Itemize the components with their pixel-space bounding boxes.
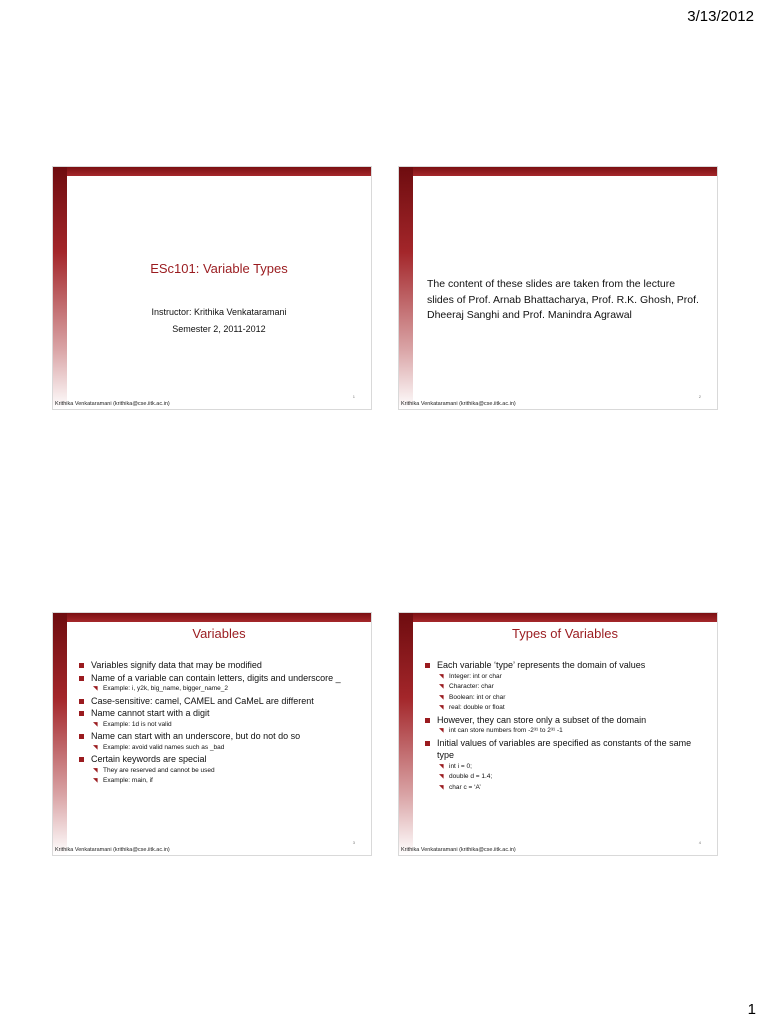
bullet-item [77, 659, 361, 672]
bullet-list [423, 659, 707, 793]
bullet-text: Name of a variable can contain letters, digits and underscore _ [91, 672, 341, 683]
slide-1 [52, 166, 372, 410]
slide-top-bar [67, 613, 371, 622]
sub-bullet-item: ◥ real: double or float [437, 703, 707, 714]
bullet-text: Variables signify data that may be modified [91, 660, 262, 670]
sub-bullet-item: ◥ Character: char [437, 682, 707, 693]
bullet-list [77, 659, 361, 787]
sub-bullet-item: ◥ double d = 1.4; [437, 772, 707, 783]
instructor-line: Instructor: Krithika Venkataramani [151, 307, 287, 317]
slide-number: 3 [352, 840, 355, 845]
bullet-text: Certain keywords are special [91, 754, 207, 764]
slide-number: 2 [698, 394, 701, 399]
bullet-text: Name can start with an underscore, but do not do so [91, 731, 301, 741]
bullet-item [423, 659, 707, 714]
slide-footer: Krithika Venkataramani (krithika@cse.iitk.ac.in) [401, 401, 516, 407]
bullet-item [423, 737, 707, 794]
sub-bullet-item: ◥ int i = 0; [437, 762, 707, 773]
sub-bullet-list [437, 762, 707, 794]
bullet-text: Initial values of variables are specified as constants of the same type [437, 737, 692, 760]
sub-bullet-item: ◥ char c = ‘A’ [437, 783, 707, 794]
sub-bullet-item: ◥ They are reserved and cannot be used [91, 766, 361, 777]
slide-heading: Types of Variables [512, 626, 618, 641]
slide-side-bar [53, 613, 67, 855]
sub-bullet-item: ◥ Example: i, y2k, big_name, bigger_name_2 [91, 684, 361, 695]
page-date: 3/13/2012 [687, 8, 754, 25]
sub-bullet-list [437, 726, 707, 737]
bullet-item [77, 707, 361, 730]
slide-footer: Krithika Venkataramani (krithika@cse.iitk.ac.in) [55, 401, 170, 407]
sub-bullet-item: ◥ Example: avoid valid names such as _bad [91, 743, 361, 754]
credit-text: The content of these slides are taken from the lecture slides of Prof. Arnab Bhattacharya, Prof. R.K. Ghosh, Prof. Dheeraj Sanghi and Prof. Manindra Agrawal [427, 278, 699, 321]
bullet-item [77, 730, 361, 753]
slide-top-bar [413, 167, 717, 176]
slide-footer: Krithika Venkataramani (krithika@cse.iitk.ac.in) [55, 847, 170, 853]
slide-title: ESc101: Variable Types [150, 261, 288, 276]
sub-bullet-list [91, 743, 361, 754]
sub-bullet-item: ◥ Example: 1d is not valid [91, 720, 361, 731]
slide-side-bar [53, 167, 67, 409]
sub-bullet-list [91, 684, 361, 695]
bullet-item [77, 672, 361, 695]
sub-bullet-item: ◥ Integer: int or char [437, 672, 707, 683]
slide-side-bar [399, 167, 413, 409]
sub-bullet-list [91, 720, 361, 731]
sub-bullet-item: ◥ Example: main, if [91, 776, 361, 787]
bullet-item [77, 695, 361, 708]
bullet-item [423, 714, 707, 737]
bullet-text: Case-sensitive: camel, CAMEL and CaMeL are different [91, 695, 314, 706]
bullet-text: Each variable ‘type’ represents the domain of values [437, 660, 646, 670]
slide-4 [398, 612, 718, 856]
bullet-text: However, they can store only a subset of the domain [437, 714, 647, 725]
slide-2 [398, 166, 718, 410]
sub-bullet-list [437, 672, 707, 714]
slide-side-bar [399, 613, 413, 855]
slide-number: 4 [698, 840, 701, 845]
slide-number: 1 [352, 394, 355, 399]
sub-bullet-list [91, 766, 361, 787]
page-number: 1 [747, 1001, 756, 1018]
slide-top-bar [67, 167, 371, 176]
slide-footer: Krithika Venkataramani (krithika@cse.iitk.ac.in) [401, 847, 516, 853]
slide-3 [52, 612, 372, 856]
bullet-item [77, 753, 361, 787]
sub-bullet-item: ◥ Boolean: int or char [437, 693, 707, 704]
slide-heading: Variables [192, 626, 246, 641]
bullet-text: Name cannot start with a digit [91, 708, 210, 718]
sub-bullet-item: ◥ int can store numbers from -2³¹ to 2³¹ -1 [437, 726, 707, 737]
slide-top-bar [413, 613, 717, 622]
semester-line: Semester 2, 2011-2012 [172, 324, 266, 334]
